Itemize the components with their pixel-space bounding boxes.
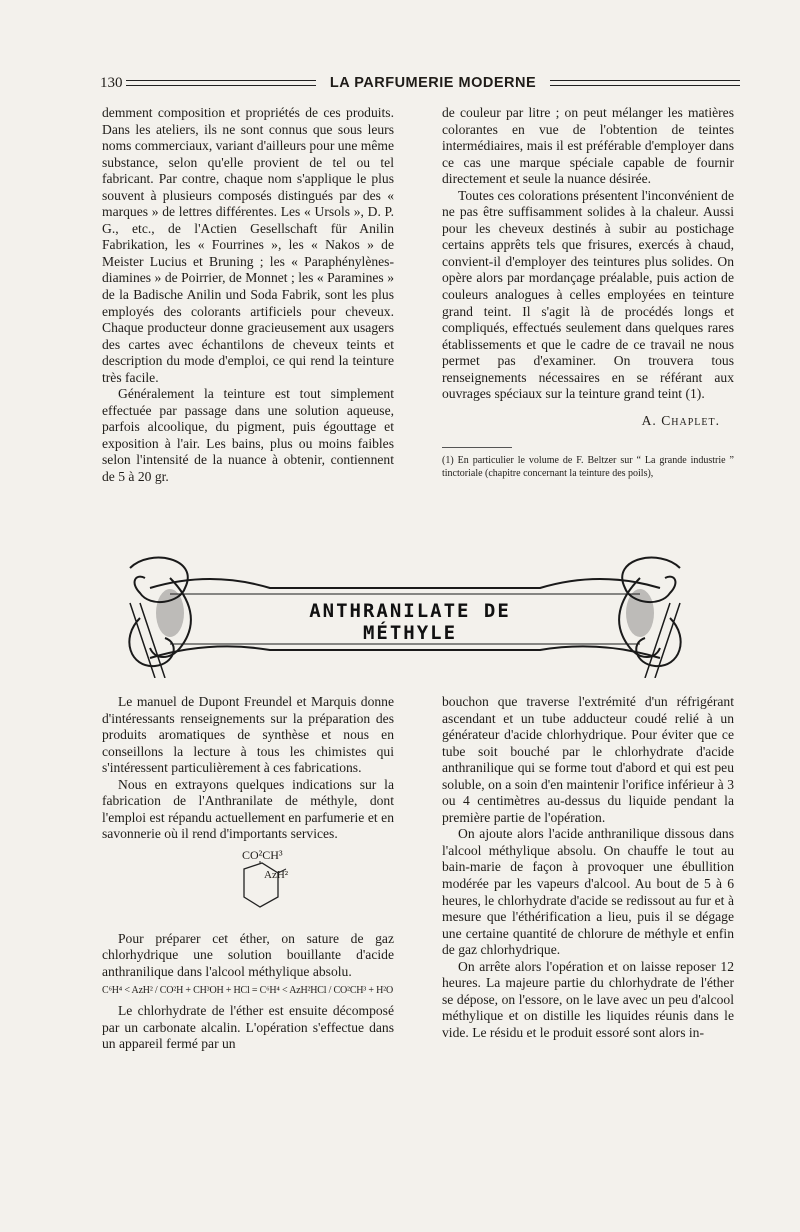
column-bottom-right <box>442 694 734 1041</box>
chemical-equation: C⁶H⁴ < AzH² / CO²H + CH³OH + HCl = C⁶H⁴ < AzH²HCl / CO²CH³ + H²O <box>102 984 393 996</box>
article-banner <box>110 548 700 678</box>
author-signature: A. Chaplet. <box>641 412 720 428</box>
column-top-right <box>442 105 734 480</box>
paragraph: Nous en extrayons quelques indications sur la fabrication de l'Anthranilate de méthyle, dont l'emploi est répandu actuellement en parfumerie et en savonnerie où il rend d'importants services. <box>102 776 394 842</box>
column-bottom-left <box>102 694 394 1053</box>
paragraph: Pour préparer cet éther, on sature de gaz chlorhydrique une solution bouillante d'acide anthranilique dans l'alcool méthylique absolu. <box>102 930 394 980</box>
header-rule-right <box>550 80 740 86</box>
journal-title: LA PARFUMERIE MODERNE <box>329 75 537 91</box>
page-header <box>100 72 740 94</box>
header-rule-left <box>126 80 316 86</box>
paragraph: demment composition et propriétés de ces produits. Dans les ateliers, ils ne sont connus que sous leurs noms commerciaux, variant d'ailleurs pour une même substance, selon qu'elle provient de tel ou tel fabricant. Par contre, chaque nom s'applique le plus souvent à plusieurs composés distingués par des « marques » de lettres différentes. Les « Ursols », D. P. G., etc., de l'Actien Gesellschaft für Anilin Fabrikation, les « Fourrines », les « Nakos » de Meister Lucius et Bruning ; les « Paraphénylènes-diamines » de Poirrier, de Monnet ; les « Paramines » de la Badische Anilin und Soda Fabrik, sont les plus employés des colorants artificiels pour cheveux. Chaque producteur donne gracieusement aux usagers des cartes avec échantilons de cheveux teints et description du mode d'emploi, ce qui rend la teinture très facile. <box>102 105 394 385</box>
paragraph: Généralement la teinture est tout simplement effectuée par passage dans une solution aqueuse, parfois alcoolique, du pigment, puis égouttage et exposition à l'air. Les bains, plus ou moins faibles selon l'intensité de la nuance à obtenir, contiennent de 5 à 20 gr. <box>102 386 394 485</box>
page-number: 130 <box>100 74 123 91</box>
formula-label: AzH² <box>264 868 289 881</box>
column-top-left <box>102 105 394 486</box>
article-title: ANTHRANILATE DE MÉTHYLE <box>309 600 511 644</box>
paragraph: On arrête alors l'opération et on laisse reposer 12 heures. La majeure partie du chlorhydrate de l'éther se dépose, on l'essore, on le lave avec un peu d'alcool méthylique et on distille les liquides réunis dans le vide. Le résidu et le produit essoré sont alors in- <box>442 958 734 1040</box>
paragraph: Le manuel de Dupont Freundel et Marquis donne d'intéressants renseignements sur la préparation des produits aromatiques de synthèse et nous en conseillons la lecture à tous les chimistes qui s'intéressent particulièrement à ces fabrications. <box>102 694 394 776</box>
paragraph: Toutes ces colorations présentent l'inconvénient de ne pas être suffisamment solides à la chaleur. Aussi pour les cheveux destinés à subir au postichage certains apprêts tels que frisures, exercés à chaud, convient-il d'employer des teintures plus solides. On opère alors par mordançage préalable, puis action de couleurs analogues à celles employées en teinture grand teint. Il s'agit là de procédés longs et compliqués, effectués seulement dans quelques rares établissements et que le cadre de ce travail ne nous permet pas d'examiner. On trouvera tous renseignements nécessaires en se référant aux ouvrages spéciaux sur la teinture grand teint (1). <box>442 187 734 402</box>
paragraph: bouchon que traverse l'extrémité d'un réfrigérant ascendant et un tube adducteur coudé relié à un générateur d'acide chlorhydrique. Pour éviter que ce tube soit bouché par le chlorhydrate d'acide anthranilique qui se forme tout d'abord et qui est peu soluble, on a soin d'en maintenir l'orifice inférieur à 3 ou 4 centimètres au-dessus du liquide pendant la première partie de l'opération. <box>442 694 734 825</box>
paragraph: de couleur par litre ; on peut mélanger les matières colorantes en vue de l'obtention de teintes intermédiaires, mais il est préférable d'employer dans ce cas une marque spéciale capable de fournir directement et seule la nuance désirée. <box>442 105 734 187</box>
paragraph: Le chlorhydrate de l'éther est ensuite décomposé par un carbonate alcalin. L'opération s'effectue dans un appareil fermé par un <box>102 1003 394 1052</box>
formula-label: CO²CH³ <box>242 847 283 862</box>
footnote: (1) En particulier le volume de F. Beltzer sur “ La grande industrie ” tinctoriale (chapitre concernant la teinture des poils), <box>442 455 734 480</box>
paragraph: On ajoute alors l'acide anthranilique dissous dans l'alcool méthylique absolu. On chauffe le tout au bain-marie de façon à provoquer une ébullition modérée par les vapeurs d'alcool. Au bout de 5 à 6 heures, le chlorhydrate d'acide se redissout au fur et à mesure que l'éthérification a lieu, puis il se dégage une certaine quantité de chlorure de méthyle et enfin de gaz chlorhydrique. <box>442 826 734 958</box>
footnote-rule <box>442 447 512 448</box>
chemical-structure <box>102 847 394 925</box>
